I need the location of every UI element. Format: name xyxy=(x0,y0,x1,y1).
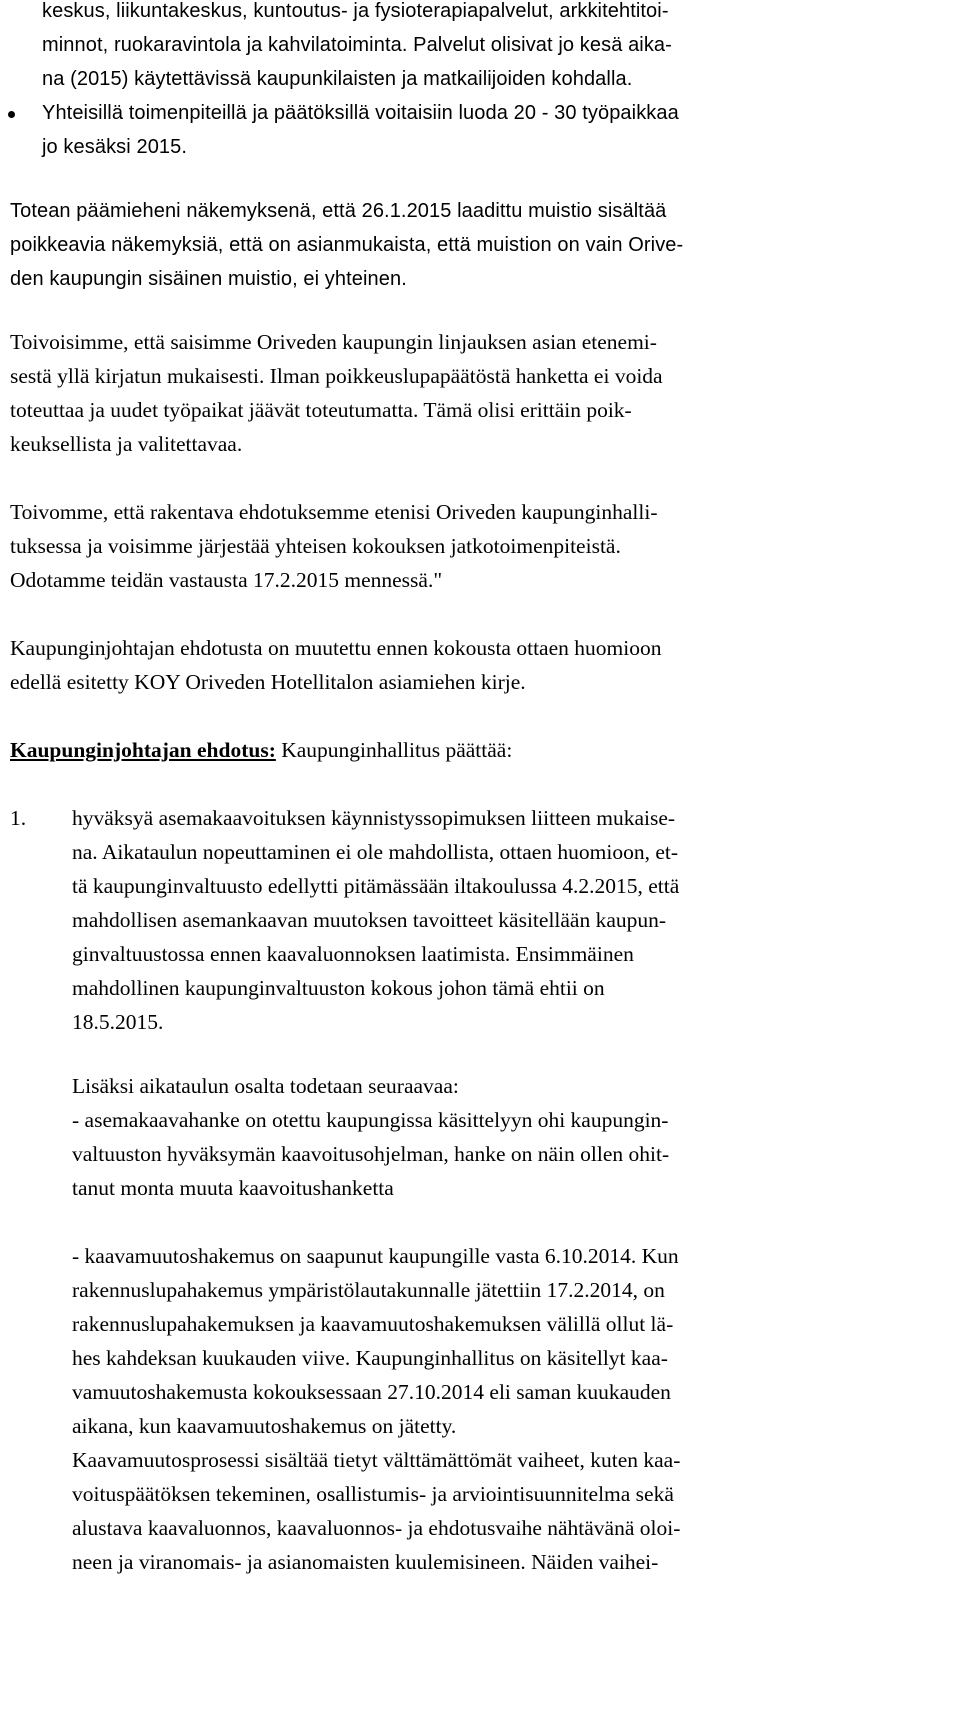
paragraph-line: edellä esitetty KOY Oriveden Hotellitalon asiamiehen kirje. xyxy=(10,670,526,694)
schedule-line: valtuuston hyväksymän kaavoitusohjelman, hanke on näin ollen ohit- xyxy=(72,1142,670,1166)
proposal-heading xyxy=(10,733,512,767)
intro-line: na (2015) käytettävissä kaupunkilaisten ja matkailijoiden kohdalla. xyxy=(42,68,633,90)
schedule-line: alustava kaavaluonnos, kaavaluonnos- ja ehdotusvaihe nähtävänä oloi- xyxy=(72,1516,681,1540)
bullet-line: Yhteisillä toimenpiteillä ja päätöksillä voitaisiin luoda 20 - 30 työpaikkaa xyxy=(42,102,679,124)
item-line: tä kaupunginvaltuusto edellytti pitämässään iltakoulussa 4.2.2015, että xyxy=(72,874,680,898)
schedule-line: - kaavamuutoshakemus on saapunut kaupungille vasta 6.10.2014. Kun xyxy=(72,1244,679,1268)
item-line: na. Aikataulun nopeuttaminen ei ole mahdollista, ottaen huomioon, et- xyxy=(72,840,679,864)
intro-line: keskus, liikuntakeskus, kuntoutus- ja fysioterapiapalvelut, arkkitehtitoi- xyxy=(42,0,669,22)
schedule-line: vamuutoshakemusta kokouksessaan 27.10.2014 eli saman kuukauden xyxy=(72,1380,671,1404)
bullet-line: jo kesäksi 2015. xyxy=(42,136,188,158)
paragraph-line: sestä yllä kirjatun mukaisesti. Ilman poikkeuslupapäätöstä hanketta ei voida xyxy=(10,364,663,388)
schedule-line: tanut monta muuta kaavoitushanketta xyxy=(72,1176,394,1200)
paragraph-line: Kaupunginjohtajan ehdotusta on muutettu ennen kokousta ottaen huomioon xyxy=(10,636,662,660)
item-line: ginvaltuustossa ennen kaavaluonnoksen laatimista. Ensimmäinen xyxy=(72,942,634,966)
paragraph-line: Totean päämieheni näkemyksenä, että 26.1.2015 laadittu muistio sisältää xyxy=(10,200,667,222)
schedule-line: rakennuslupahakemuksen ja kaavamuutoshakemuksen välillä ollut lä- xyxy=(72,1312,674,1336)
item-line: mahdollinen kaupunginvaltuuston kokous johon tämä ehtii on xyxy=(72,976,605,1000)
schedule-line: - asemakaavahanke on otettu kaupungissa käsittelyyn ohi kaupungin- xyxy=(72,1108,669,1132)
paragraph-line: Toivoisimme, että saisimme Oriveden kaupungin linjauksen asian etenemi- xyxy=(10,330,657,354)
paragraph-line: poikkeavia näkemyksiä, että on asianmukaista, että muistion on vain Orive- xyxy=(10,234,684,256)
proposal-label: Kaupunginjohtajan ehdotus: xyxy=(10,738,276,762)
schedule-line: hes kahdeksan kuukauden viive. Kaupunginhallitus on käsitellyt kaa- xyxy=(72,1346,668,1370)
paragraph-line: keuksellista ja valitettavaa. xyxy=(10,432,243,456)
schedule-line: Kaavamuutosprosessi sisältää tietyt välttämättömät vaiheet, kuten kaa- xyxy=(72,1448,681,1472)
item-line: hyväksyä asemakaavoituksen käynnistyssopimuksen liitteen mukaise- xyxy=(72,806,676,830)
paragraph-line: den kaupungin sisäinen muistio, ei yhteinen. xyxy=(10,268,407,290)
item-line: mahdollisen asemankaavan muutoksen tavoitteet käsitellään kaupun- xyxy=(72,908,667,932)
schedule-line: rakennuslupahakemus ympäristölautakunnalle jätettiin 17.2.2014, on xyxy=(72,1278,665,1302)
paragraph-line: Odotamme teidän vastausta 17.2.2015 mennessä." xyxy=(10,568,443,592)
schedule-line: voituspäätöksen tekeminen, osallistumis- ja arviointisuunnitelma sekä xyxy=(72,1482,674,1506)
schedule-heading: Lisäksi aikataulun osalta todetaan seuraavaa: xyxy=(72,1074,459,1098)
item-number: 1. xyxy=(10,806,27,830)
schedule-line: aikana, kun kaavamuutoshakemus on jätetty. xyxy=(72,1414,457,1438)
paragraph-line: tuksessa ja voisimme järjestää yhteisen kokouksen jatkotoimenpiteistä. xyxy=(10,534,621,558)
paragraph-line: toteuttaa ja uudet työpaikat jäävät toteutumatta. Tämä olisi erittäin poik- xyxy=(10,398,632,422)
item-line: 18.5.2015. xyxy=(72,1010,164,1034)
schedule-line: neen ja viranomais- ja asianomaisten kuulemisineen. Näiden vaihei- xyxy=(72,1550,659,1574)
bullet-icon xyxy=(8,111,15,118)
paragraph-line: Toivomme, että rakentava ehdotuksemme etenisi Oriveden kaupunginhalli- xyxy=(10,500,658,524)
proposal-rest: Kaupunginhallitus päättää: xyxy=(275,738,513,762)
intro-line: minnot, ruokaravintola ja kahvilatoiminta. Palvelut olisivat jo kesä aika- xyxy=(42,34,672,56)
